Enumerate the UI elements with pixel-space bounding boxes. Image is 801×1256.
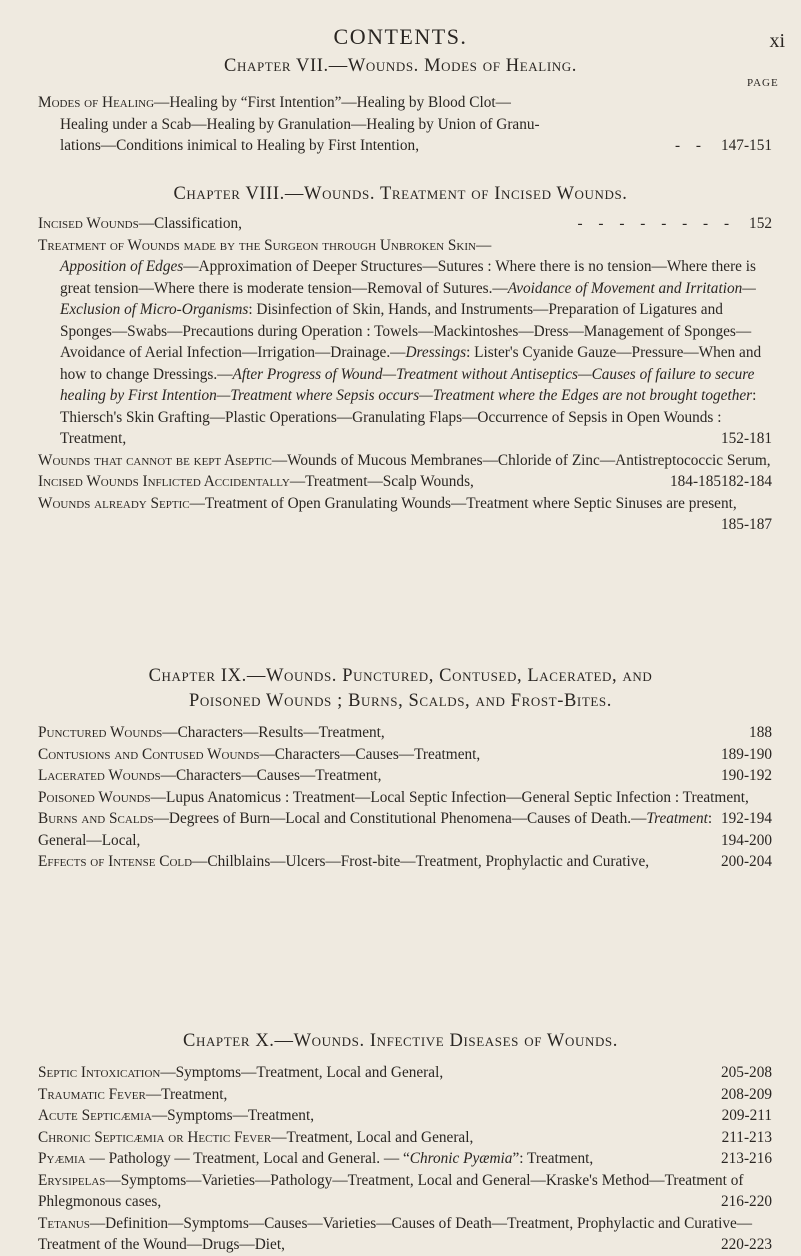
page-ref: 220-223 [721, 1236, 772, 1253]
toc-entry [38, 471, 772, 493]
toc-entry: Modes of Healing—Healing by “First Intention”—Healing by Blood Clot— Healing under a Scab—Healing by Granulation—Healing by Union of Granu- lations—Conditions inimical to Healing by First Intention, - - 147-151 [38, 92, 772, 157]
entry-text: —Degrees of Burn—Local and Constitutional Phenomena—Causes of Death.— [153, 810, 647, 827]
chapter-10-title: Chapter X.—Wounds. Infective Diseases of Wounds. [183, 1031, 618, 1051]
entry-text: Healing under a Scab—Healing by Granulation—Healing by Union of Granu- [60, 115, 540, 133]
page-ref: 192-194 [721, 810, 772, 827]
entry-heading: Modes of Healing [38, 94, 155, 111]
entry-heading: Erysipelas [38, 1171, 106, 1189]
entry-text: —Definition—Symptoms—Causes—Varieties—Causes of Death—Treatment, Prophylactic and Curative—Treatment of the Wound—Drugs—Diet, [38, 1214, 753, 1253]
entry-text: —Lupus Anatomicus : Treatment—Local Septic Infection—General Septic Infection : Treatment, [150, 788, 749, 806]
entry-heading: Effects of Intense Cold [38, 853, 193, 870]
page-ref: 147-151 [721, 137, 772, 154]
toc-entry [38, 1127, 772, 1149]
entry-heading: Incised Wounds [38, 215, 139, 232]
chapter-9-title: Chapter IX.—Wounds. Punctured, Contused, Lacerated, and Poisoned Wounds ; Burns, Scalds, and Frost-Bites. [148, 666, 653, 711]
entry-text: —Symptoms—Treatment, [151, 1107, 315, 1124]
entry-text: —Treatment, Local and General, [271, 1128, 474, 1146]
chapter-8-title: Chapter VIII.—Wounds. Treatment of Incised Wounds. [173, 184, 628, 204]
entry-heading: Wounds already Septic [38, 494, 190, 512]
chapter-7-title: Chapter VII.—Wounds. Modes of Healing. [224, 56, 577, 76]
page-ref: 194-200 [721, 831, 772, 849]
entry-text: Apposition of Edges—Approximation of Deeper Structures—Sutures : Where there is no tension—Where there is great tension—Where there is moderate tension—Removal of Sutures.—Avoidance of Movement and Irritation—Exclusion of Micro-Organisms: Disinfection of Skin, Hands, and Instruments—Preparation of Ligatures and Sponges—Swabs—Precautions during Operation : Towels—Mackintoshes—Dress—Management of Sponges—Avoidance of Aerial Infection—Irrigation—Drainage.—Dressings: Lister's Cyanide Gauze—Pressure—When and how to change Dressings.—After Progress of Wound—Treatment without Antiseptics—Causes of failure to secure healing by First Intention—Treatment where Sepsis occurs—Treatment where the Edges are not brought together: Thiersch's Skin Grafting—Plastic Operations—Granulating Flaps—Occurrence of Sepsis in Open Wounds : Treatment, 152-181 [38, 256, 772, 450]
entry-heading: Contusions and Contused Wounds [38, 745, 260, 763]
entry-text: —Treatment, [145, 1085, 228, 1103]
entry-heading: Punctured Wounds [38, 724, 163, 741]
page-ref: 208-209 [721, 1085, 772, 1103]
entry-heading: Incised Wounds Inflicted Accidentally [38, 473, 290, 490]
toc-entry [38, 493, 772, 533]
toc-entry [38, 744, 772, 766]
toc-entry [38, 722, 772, 744]
entry-text: —Characters—Causes—Treatment, [160, 767, 382, 784]
page-ref: 182-184 [721, 473, 772, 490]
toc-entry: Treatment of Wounds made by the Surgeon through Unbroken Skin— Apposition of Edges—Approximation of Deeper Structures—Sutures : Where there is no tension—Where there is great tension—Where there is moderate tension—Removal of Sutures.—Avoidance of Movement and Irritation—Exclusion of Micro-Organisms: Disinfection of Skin, Hands, and Instruments—Preparation of Ligatures and Sponges—Swabs—Precautions during Operation : Towels—Mackintoshes—Dress—Management of Sponges—Avoidance of Aerial Infection—Irrigation—Drainage.—Dressings: Lister's Cyanide Gauze—Pressure—When and how to change Dressings.—After Progress of Wound—Treatment without Antiseptics—Causes of failure to secure healing by First Intention—Treatment where Sepsis occurs—Treatment where the Edges are not brought together: Thiersch's Skin Grafting—Plastic Operations—Granulating Flaps—Occurrence of Sepsis in Open Wounds : Treatment, 152-181 [38, 235, 772, 450]
page-ref: 184-185 [670, 473, 721, 490]
entry-heading: Lacerated Wounds [38, 767, 161, 784]
running-head: CONTENTS. [333, 24, 468, 49]
entry-heading: Poisoned Wounds [38, 788, 151, 806]
page-number: xi [769, 30, 785, 52]
page-ref: 200-204 [721, 853, 772, 870]
entry-text: —Treatment—Scalp Wounds, [289, 473, 474, 490]
entry-heading: Pyæmia [38, 1150, 86, 1167]
entry-heading: Septic Intoxication [38, 1064, 161, 1081]
entry-heading: Treatment of Wounds made by the Surgeon through Unbroken Skin [38, 236, 476, 254]
page-ref: 211-213 [721, 1128, 772, 1146]
entry-text: —Characters—Causes—Treatment, [259, 745, 481, 763]
entry-text: — Pathology — Treatment, Local and General. — “ [85, 1150, 410, 1167]
page-ref: 189-190 [721, 745, 772, 763]
entry-text: —Symptoms—Treatment, Local and General, [160, 1064, 444, 1081]
page-ref: 213-216 [721, 1150, 772, 1167]
page-ref: 216-220 [721, 1193, 772, 1210]
entry-heading: Wounds that cannot be kept Aseptic [38, 451, 272, 469]
toc-entry: Burns and Scalds—Degrees of Burn—Local and Constitutional Phenomena—Causes of Death.—Treatment: General—Local, 194-200 [38, 808, 772, 851]
entry-text: —Classification, [138, 215, 242, 232]
page-ref: 205-208 [721, 1064, 772, 1081]
page-column-label: PAGE [747, 77, 779, 89]
entry-heading: Chronic Septicæmia or Hectic Fever [38, 1128, 272, 1146]
page-ref: 188 [749, 724, 772, 741]
entry-text: —Healing by “First Intention”—Healing by Blood Clot— [154, 94, 511, 111]
toc-entry [38, 1062, 772, 1084]
page-ref: 209-211 [721, 1107, 772, 1124]
entry-heading: Tetanus [38, 1214, 90, 1232]
chapter-10-entries [38, 1062, 772, 1256]
chapter-7-entries [38, 92, 772, 157]
toc-entry [38, 1084, 772, 1106]
entry-heading: Traumatic Fever [38, 1085, 146, 1103]
toc-entry [38, 1213, 772, 1256]
toc-entry [38, 765, 772, 787]
entry-text: —Wounds of Mucous Membranes—Chloride of Zinc—Antistreptococcic Serum, [271, 451, 771, 469]
page-ref: 152 [749, 215, 772, 232]
chapter-8-entries [38, 213, 772, 536]
page-ref: 152-181 [721, 430, 772, 447]
toc-entry [38, 1105, 772, 1127]
page-ref: 185-187 [721, 516, 772, 533]
entry-text: lations—Conditions inimical to Healing by First Intention, [60, 137, 420, 154]
entry-text: —Characters—Results—Treatment, [162, 724, 385, 741]
entry-heading: Acute Septicæmia [38, 1107, 152, 1124]
entry-text: —Chilblains—Ulcers—Frost-bite—Treatment, Prophylactic and Curative, [192, 853, 650, 870]
chapter-9-entries [38, 722, 772, 873]
toc-entry [38, 851, 772, 873]
entry-text: —Treatment of Open Granulating Wounds—Treatment where Septic Sinuses are present, [189, 494, 737, 512]
toc-entry: Pyæmia — Pathology — Treatment, Local and General. — “Chronic Pyæmia”: Treatment, 213-216 [38, 1148, 772, 1170]
toc-entry [38, 1170, 772, 1213]
toc-entry: Incised Wounds—Classification, - - - - - - - - 152 [38, 213, 772, 235]
entry-heading: Burns and Scalds [38, 810, 154, 827]
page-ref: 190-192 [721, 767, 772, 784]
entry-text: —Symptoms—Varieties—Pathology—Treatment, Local and General—Kraske's Method—Treatment of Phlegmonous cases, [38, 1171, 744, 1210]
